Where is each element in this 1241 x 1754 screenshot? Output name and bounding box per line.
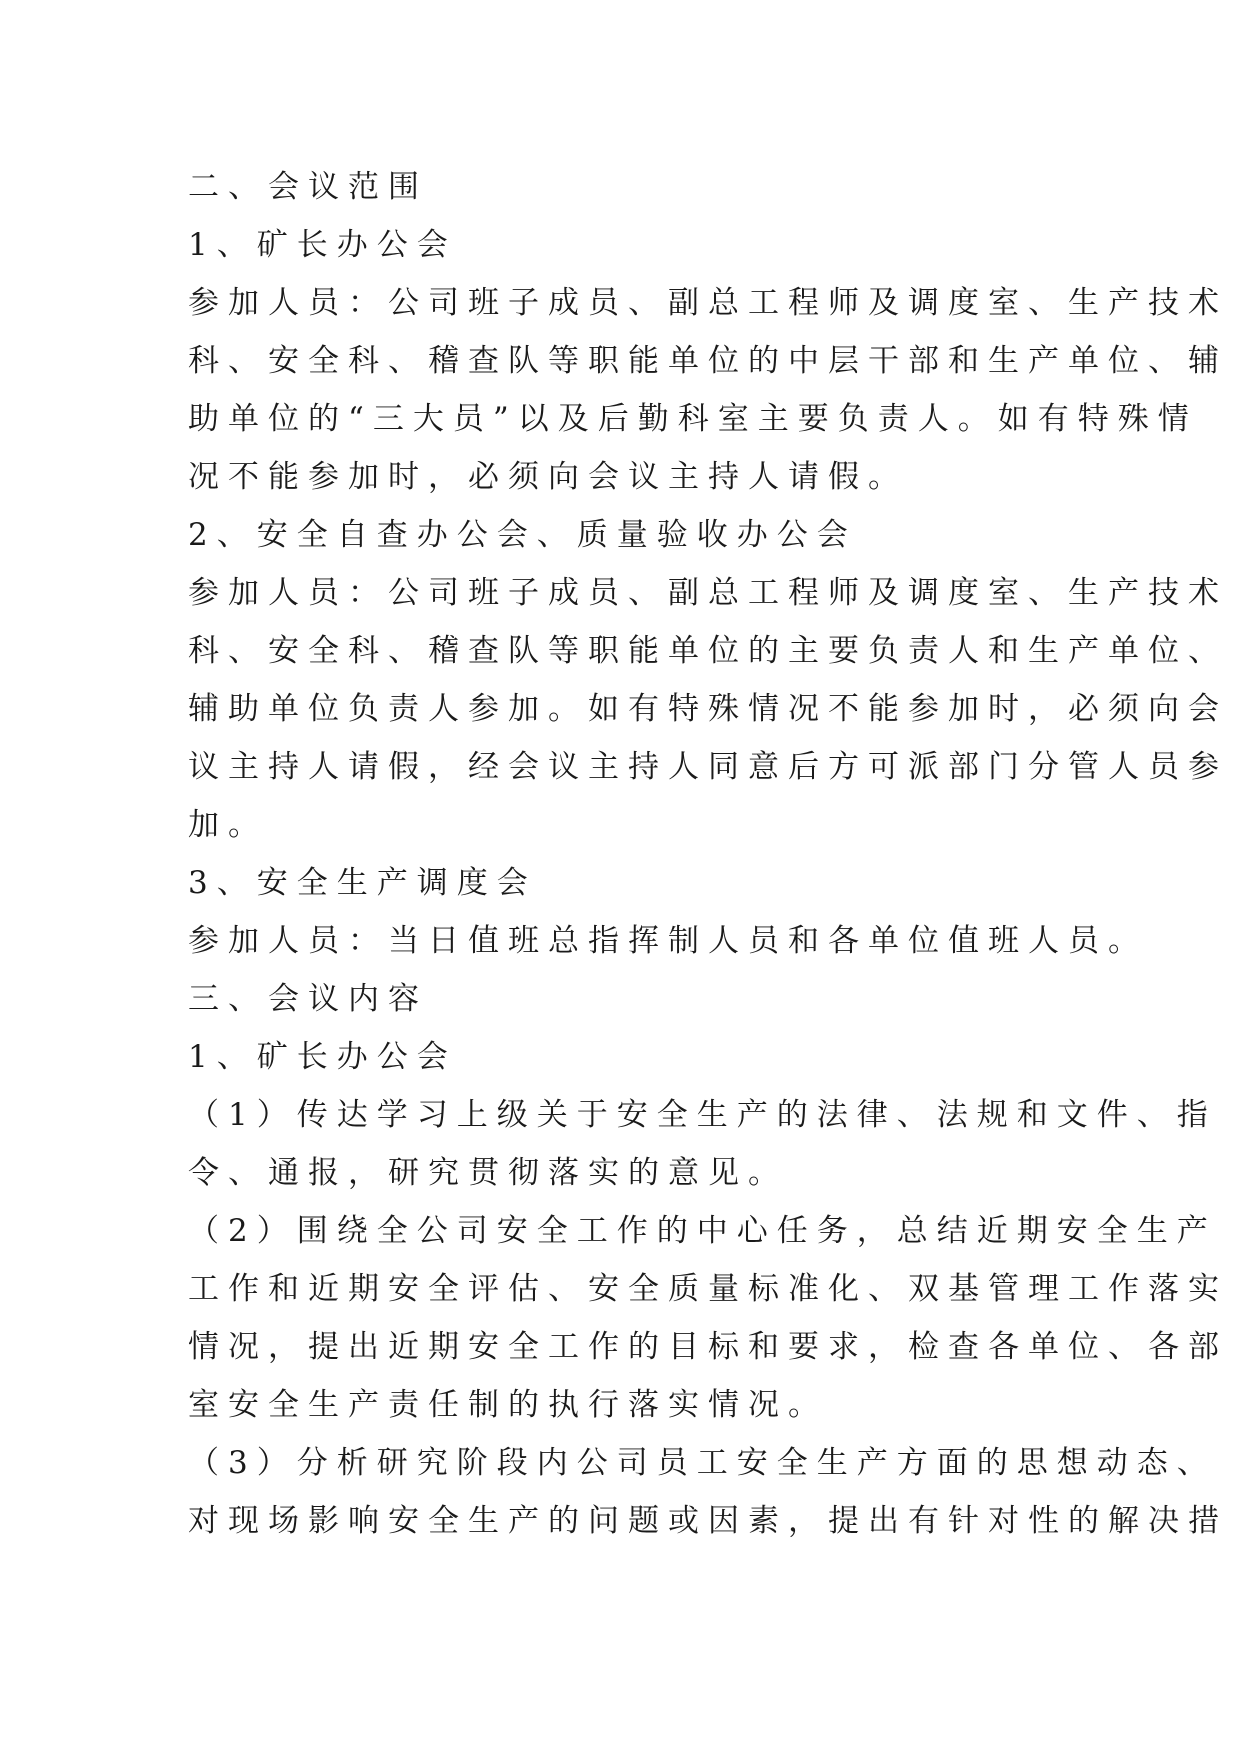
subheading-mine-director-meeting: 1、矿长办公会 xyxy=(188,227,457,263)
section-heading-meeting-scope: 二、会议范围 xyxy=(188,169,428,205)
paragraph-line: 科、安全科、稽查队等职能单位的中层干部和生产单位、辅 xyxy=(188,343,1228,379)
paragraph-line: 室安全生产责任制的执行落实情况。 xyxy=(188,1387,828,1423)
paragraph-line: 参加人员：公司班子成员、副总工程师及调度室、生产技术 xyxy=(188,575,1228,611)
document-body xyxy=(188,158,1228,1550)
paragraph-line: 加。 xyxy=(188,807,268,843)
paragraph-line: 情况，提出近期安全工作的目标和要求，检查各单位、各部 xyxy=(188,1329,1228,1365)
paragraph-line: 参加人员：当日值班总指挥制人员和各单位值班人员。 xyxy=(188,923,1148,959)
section-heading-meeting-content: 三、会议内容 xyxy=(188,981,428,1017)
paragraph-line: 议主持人请假，经会议主持人同意后方可派部门分管人员参 xyxy=(188,749,1228,785)
paragraph-line: （3）分析研究阶段内公司员工安全生产方面的思想动态、 xyxy=(188,1445,1217,1481)
paragraph-line: 科、安全科、稽查队等职能单位的主要负责人和生产单位、 xyxy=(188,633,1228,669)
paragraph-line: 对现场影响安全生产的问题或因素，提出有针对性的解决措 xyxy=(188,1503,1228,1539)
paragraph-line: 辅助单位负责人参加。如有特殊情况不能参加时，必须向会 xyxy=(188,691,1228,727)
paragraph-line: （2）围绕全公司安全工作的中心任务，总结近期安全生产 xyxy=(188,1213,1217,1249)
paragraph-line: 工作和近期安全评估、安全质量标准化、双基管理工作落实 xyxy=(188,1271,1228,1307)
paragraph-line: 令、通报，研究贯彻落实的意见。 xyxy=(188,1155,788,1191)
subheading-safety-quality-meeting: 2、安全自查办公会、质量验收办公会 xyxy=(188,517,857,553)
paragraph-line: 参加人员：公司班子成员、副总工程师及调度室、生产技术 xyxy=(188,285,1228,321)
subheading-dispatch-meeting: 3、安全生产调度会 xyxy=(188,865,537,901)
paragraph-line: 况不能参加时，必须向会议主持人请假。 xyxy=(188,459,908,495)
paragraph-line: （1）传达学习上级关于安全生产的法律、法规和文件、指 xyxy=(188,1097,1217,1133)
subheading-mine-director-meeting: 1、矿长办公会 xyxy=(188,1039,457,1075)
paragraph-line: 助单位的“三大员”以及后勤科室主要负责人。如有特殊情 xyxy=(188,401,1198,437)
